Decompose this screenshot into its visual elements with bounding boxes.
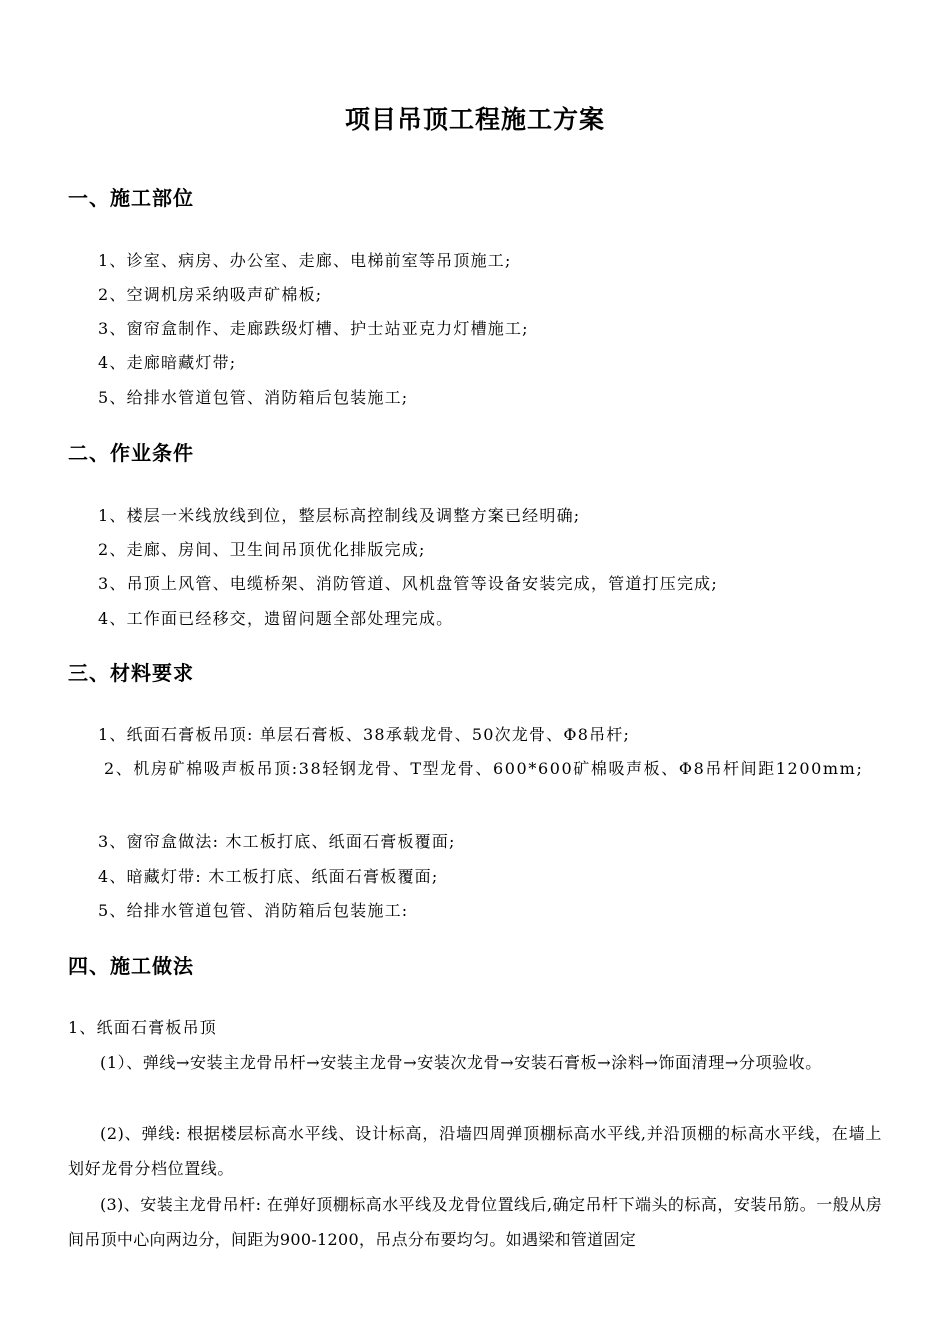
- list-item: 2、走廊、房间、卫生间吊顶优化排版完成;: [98, 540, 426, 559]
- list-item: 5、给排水管道包管、消防箱后包装施工:: [98, 901, 409, 920]
- list-item: 1、诊室、病房、办公室、走廊、电梯前室等吊顶施工;: [98, 251, 512, 270]
- section-heading-construction-methods: 四、施工做法: [68, 954, 194, 978]
- section-heading-work-conditions: 二、作业条件: [68, 441, 194, 465]
- paragraph: (3)、安装主龙骨吊杆: 在弹好顶棚标高水平线及龙骨位置线后,确定吊杆下端头的标高，安装吊筋。一般从房间吊顶中心向两边分，间距为900-1200，吊点分布要均匀。如遇梁和管道固定: [68, 1195, 882, 1249]
- section-heading-material-requirements: 三、材料要求: [68, 661, 194, 685]
- list-item: 1、纸面石膏板吊顶: 单层石膏板、38承载龙骨、50次龙骨、Φ8吊杆;: [98, 725, 631, 744]
- list-item: 3、窗帘盒做法: 木工板打底、纸面石膏板覆面;: [98, 832, 456, 851]
- list-item-wrapped: 2、机房矿棉吸声板吊顶:38轻钢龙骨、T型龙骨、600*600矿棉吸声板、Φ8吊杆间距1200mm;: [104, 759, 864, 778]
- subsection-heading: 1、纸面石膏板吊顶: [68, 1018, 217, 1037]
- document-title: 项目吊顶工程施工方案: [344, 105, 605, 134]
- list-item: 3、吊顶上风管、电缆桥架、消防管道、风机盘管等设备安装完成，管道打压完成;: [98, 574, 718, 593]
- list-item: 2、空调机房采纳吸声矿棉板;: [98, 285, 323, 304]
- list-item: 3、窗帘盒制作、走廊跌级灯槽、护士站亚克力灯槽施工;: [98, 319, 529, 338]
- section-heading-construction-locations: 一、施工部位: [68, 186, 194, 210]
- list-item: 4、工作面已经移交，遗留问题全部处理完成。: [98, 609, 454, 628]
- paragraph: (1）、弹线→安装主龙骨吊杆→安装主龙骨→安装次龙骨→安装石膏板→涂料→饰面清理→分项验收。: [100, 1053, 822, 1072]
- list-item: 1、楼层一米线放线到位，整层标高控制线及调整方案已经明确;: [98, 506, 581, 525]
- list-item: 4、暗藏灯带: 木工板打底、纸面石膏板覆面;: [98, 867, 439, 886]
- list-item: 4、走廊暗藏灯带;: [98, 353, 237, 372]
- paragraph: (2)、弹线: 根据楼层标高水平线、设计标高，沿墙四周弹顶棚标高水平线,并沿顶棚的标高水平线，在墙上划好龙骨分档位置线。: [68, 1124, 882, 1178]
- list-item: 5、给排水管道包管、消防箱后包装施工;: [98, 388, 409, 407]
